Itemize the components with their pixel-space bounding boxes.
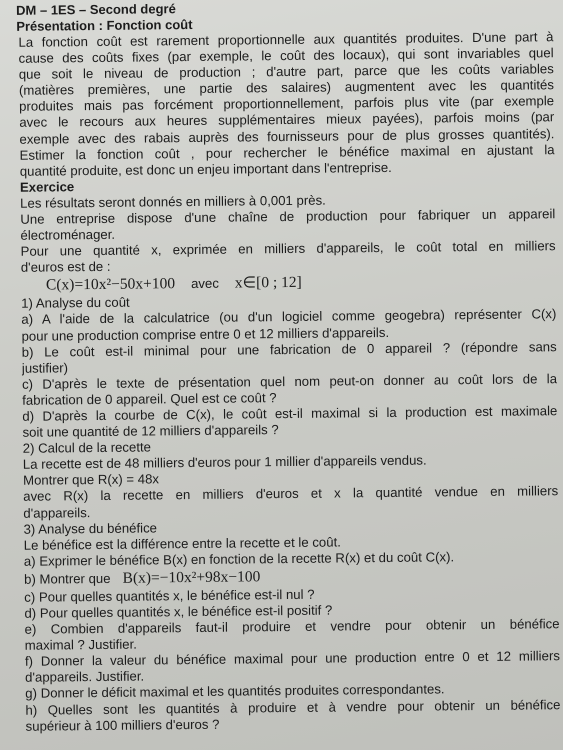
question-line: b) Le coût est-il minimal pour une fabrication de 0 appareil ? (répondre sans <box>21 338 557 360</box>
question-line: c) D'après le texte de présentation quel nom peut-on donner au coût lors de la <box>21 370 558 392</box>
exercise-line: Les résultats seront donnés en milliers à 0,001 près. <box>20 192 326 211</box>
question-line: pour une production comprise entre 0 et 12 milliers d'appareils. <box>21 324 390 344</box>
question-line: d'appareils. Justifier. <box>25 668 145 686</box>
presentation-line: que soit le niveau de production ; d'autre part, parce que les coûts variables <box>18 61 554 82</box>
exercise-title: Exercice <box>19 179 75 195</box>
presentation-text <box>18 29 554 179</box>
cost-formula-avec: avec <box>190 276 219 292</box>
question-line: d) D'après la courbe de C(x), le coût est-il maximal si la production est maximale <box>22 403 558 424</box>
part2-title: 2) Calcul de la recette <box>22 439 152 456</box>
exercise-line: Une entreprise dispose d'une chaîne de production pour fabriquer un appareil <box>20 206 556 227</box>
question-line: maximal ? Justifier. <box>24 636 137 653</box>
question-line: d'appareils. <box>23 504 91 521</box>
presentation-line: La fonction coût est rarement proportionnelle aux quantités produites. D'une part à <box>18 29 554 50</box>
question-line: soit une quantité de 12 milliers d'appareils ? <box>22 422 279 440</box>
exercise-intro <box>20 190 556 276</box>
presentation-line: quantité produite, est donc un enjeu important dans l'entreprise. <box>19 159 392 179</box>
question-line: fabrication de 0 appareil. Quel est ce coût ? <box>22 390 277 408</box>
part1 <box>21 291 557 441</box>
part3 <box>23 516 560 735</box>
presentation-line: Estimer la fonction coût , pour rechercher le bénéfice maximal en ajustant la <box>19 141 555 163</box>
question-line: e) Combien d'appareils faut-il produire et vendre pour obtenir un bénéfice <box>24 616 560 637</box>
course-title: DM – 1ES – Second degré <box>16 1 176 18</box>
cost-formula-rhs: =10x²−50x+100 <box>74 275 176 294</box>
question-line: Le bénéfice est la différence entre la recette et le coût. <box>23 534 341 553</box>
part1-title: 1) Analyse du coût <box>21 294 130 312</box>
cost-formula-lhs: C(x) <box>45 276 75 294</box>
exercise-line: électroménager. <box>20 226 116 243</box>
benefit-formula-rhs: =−10x²+98x−100 <box>150 568 261 587</box>
part2 <box>23 435 559 521</box>
presentation-line: (matières premières, une partie des salaires) augmentent avec les quantités <box>18 77 554 99</box>
question-line: supérieur à 100 milliers d'euros ? <box>25 716 220 734</box>
question-line: g) Donner le déficit maximal et les quantités produites correspondantes. <box>25 681 445 702</box>
part3-title: 3) Analyse du bénéfice <box>23 520 158 537</box>
presentation-line: cause des coûts fixes (par exemple, le coût des locaux), qui sont invariables quel <box>18 45 554 66</box>
question-b-prefix: b) Montrer que <box>23 570 111 587</box>
question-line: d) Pour quelles quantités x, le bénéfice est-il positif ? <box>24 602 333 621</box>
question-line: avec R(x) la recette en milliers d'euros et x la quantité vendue en milliers <box>23 483 559 505</box>
presentation-line: produites mais pas forcément proportionnellement, parfois plus vite (par exemple <box>19 93 555 115</box>
question-line: a) Exprimer le bénéfice B(x) en fonction de la recette R(x) et du coût C(x). <box>23 549 455 569</box>
exercise-line: d'euros est de : <box>20 259 111 276</box>
section-title: Présentation : Fonction coût <box>16 16 193 34</box>
exercise-line: Pour une quantité x, exprimée en milliers d'appareils, le coût total en milliers <box>20 238 556 259</box>
presentation-line: exemple avec des rabais auprès des fournisseurs pour de plus grosses quantités). <box>19 125 555 147</box>
question-line: La recette est de 48 milliers d'euros pour 1 millier d'appareils vendus. <box>22 452 427 473</box>
question-line: a) A l'aide de la calculatrice (ou d'un logiciel comme geogebra) représenter C(x) <box>21 306 557 328</box>
question-line: h) Quelles sont les quantités à produire et à vendre pour obtenir un bénéfice <box>25 696 561 718</box>
question-line: Montrer que R(x) = 48x <box>22 471 160 489</box>
presentation-line: avec le recours aux heures supplémentaires mieux payées), parfois moins (par <box>19 109 555 131</box>
question-line: justifier) <box>21 359 69 376</box>
question-line: f) Donner la valeur du bénéfice maximal pour une production entre 0 et 12 milliers <box>24 648 560 670</box>
cost-formula-domain: x∈[0 ; 12] <box>234 274 302 292</box>
benefit-formula-lhs: B(x) <box>122 569 152 587</box>
question-line: c) Pour quelles quantités x, le bénéfice est-il nul ? <box>24 586 315 605</box>
